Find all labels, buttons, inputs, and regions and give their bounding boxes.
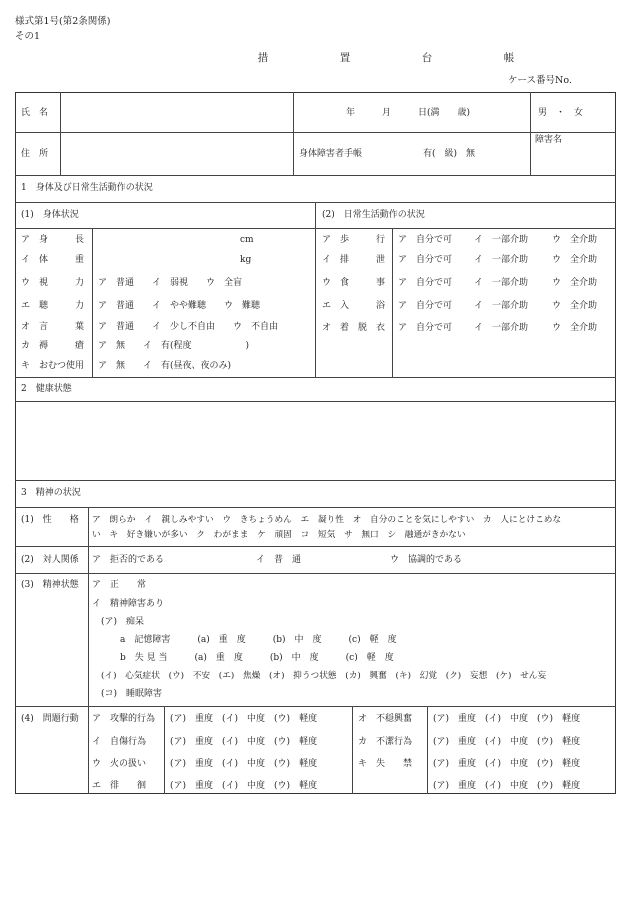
physical-label-speech: オ 言 葉 bbox=[21, 322, 85, 332]
physical-value-hearing: ア 普通 イ やや難聴 ウ 難聴 bbox=[98, 301, 261, 311]
name-label: 氏 名 bbox=[21, 108, 49, 118]
daily-opt-bathing-1: ア 自分で可 bbox=[398, 301, 453, 311]
personality-options-line1: ア 朗らか イ 親しみやすい ウ きちょうめん エ 凝り性 オ 自分のことを気にしやすい カ 人にとけこめな bbox=[92, 515, 562, 525]
address-label: 住 所 bbox=[21, 149, 49, 159]
mental-state-label: (3) 精神状態 bbox=[21, 580, 79, 590]
severity-aggressive: (ア) 重度 (イ) 中度 (ウ) 軽度 bbox=[170, 714, 318, 724]
title-char-1: 措 bbox=[257, 52, 269, 64]
physical-value-vision: ア 普通 イ 弱視 ウ 全盲 bbox=[98, 278, 243, 288]
daily-opt-excretion-2: イ 一部介助 bbox=[474, 255, 529, 265]
problem-left-aggressive: ア 攻撃的行為 bbox=[92, 714, 156, 724]
section2-title: 2 健康状態 bbox=[21, 384, 72, 394]
mental-line-memory: a 記憶障害 (a) 重 度 (b) 中 度 (c) 軽 度 bbox=[120, 635, 397, 645]
relationship-label: (2) 対人関係 bbox=[21, 555, 79, 565]
physical-label-vision: ウ 視 力 bbox=[21, 278, 85, 288]
title-char-2: 置 bbox=[339, 52, 351, 64]
mental-line-normal: ア 正 常 bbox=[92, 580, 147, 590]
physical-label-hearing: エ 聴 力 bbox=[21, 301, 85, 311]
problem-left-wandering: エ 徘 徊 bbox=[92, 781, 147, 791]
mental-line-dementia: (ア) 痴呆 bbox=[101, 617, 145, 627]
daily-label-walking: ア 歩 行 bbox=[322, 235, 386, 245]
personality-options-line2: い キ 好き嫌いが多い ク わがまま ケ 頑固 コ 短気 サ 無口 シ 融通がきかない bbox=[92, 530, 466, 540]
relationship-option-2: イ 普 通 bbox=[256, 555, 302, 565]
severity-wandering: (ア) 重度 (イ) 中度 (ウ) 軽度 bbox=[170, 781, 318, 791]
section3-title: 3 精神の状況 bbox=[21, 488, 81, 498]
section1-title: 1 身体及び日常生活動作の状況 bbox=[21, 183, 153, 193]
daily-opt-excretion-1: ア 自分で可 bbox=[398, 255, 453, 265]
disability-name-label: 障害名 bbox=[535, 135, 563, 145]
personality-label: (1) 性 格 bbox=[21, 515, 79, 525]
case-number-label: ケース番号No. bbox=[508, 75, 572, 86]
daily-opt-meal-3: ウ 全介助 bbox=[552, 278, 598, 288]
physical-label-height: ア 身 長 bbox=[21, 235, 85, 245]
gender-field: 男 ・ 女 bbox=[538, 108, 584, 118]
physical-label-weight: イ 体 重 bbox=[21, 255, 85, 265]
handbook-label: 身体障害者手帳 bbox=[299, 149, 363, 159]
daily-opt-bathing-2: イ 一部介助 bbox=[474, 301, 529, 311]
physical-value-diaper: ア 無 イ 有(昼夜、夜のみ) bbox=[98, 361, 232, 371]
daily-label-excretion: イ 排 泄 bbox=[322, 255, 386, 265]
physical-status-title: (1) 身体状況 bbox=[21, 210, 79, 220]
daily-opt-meal-1: ア 自分で可 bbox=[398, 278, 453, 288]
mental-line-disorder: イ 精神障害あり bbox=[92, 599, 165, 609]
daily-opt-dressing-1: ア 自分で可 bbox=[398, 323, 453, 333]
severity-unclean: (ア) 重度 (イ) 中度 (ウ) 軽度 bbox=[433, 737, 581, 747]
mental-line-symptoms: (イ) 心気症状 (ウ) 不安 (エ) 焦燥 (オ) 抑うつ状態 (カ) 興奮 (キ) 幻覚 (ク) 妄想 (ケ) せん妄 bbox=[101, 671, 547, 681]
physical-label-bedsore: カ 褥 瘡 bbox=[21, 341, 85, 351]
daily-opt-bathing-3: ウ 全介助 bbox=[552, 301, 598, 311]
daily-opt-dressing-3: ウ 全介助 bbox=[552, 323, 598, 333]
daily-label-meal: ウ 食 事 bbox=[322, 278, 386, 288]
problem-behavior-label: (4) 問題行動 bbox=[21, 714, 79, 724]
handbook-value: 有( 級) 無 bbox=[423, 149, 476, 159]
form-part: その1 bbox=[15, 31, 41, 42]
severity-incontinence: (ア) 重度 (イ) 中度 (ウ) 軽度 bbox=[433, 759, 581, 769]
daily-opt-meal-2: イ 一部介助 bbox=[474, 278, 529, 288]
daily-living-title: (2) 日常生活動作の状況 bbox=[322, 210, 425, 220]
severity-fire: (ア) 重度 (イ) 中度 (ウ) 軽度 bbox=[170, 759, 318, 769]
daily-opt-walking-2: イ 一部介助 bbox=[474, 235, 529, 245]
daily-label-bathing: エ 入 浴 bbox=[322, 301, 386, 311]
severity-extra: (ア) 重度 (イ) 中度 (ウ) 軽度 bbox=[433, 781, 581, 791]
title-char-3: 台 bbox=[421, 52, 433, 64]
physical-value-bedsore: ア 無 イ 有(程度 ) bbox=[98, 341, 250, 351]
problem-left-fire: ウ 火の扱い bbox=[92, 759, 147, 769]
form-number: 様式第1号(第2条関係) bbox=[15, 16, 111, 27]
daily-opt-walking-3: ウ 全介助 bbox=[552, 235, 598, 245]
problem-right-incontinence: キ 失 禁 bbox=[358, 759, 413, 769]
birth-date-field: 年 月 日(満 歳) bbox=[346, 108, 471, 118]
daily-opt-excretion-3: ウ 全介助 bbox=[552, 255, 598, 265]
severity-selfharm: (ア) 重度 (イ) 中度 (ウ) 軽度 bbox=[170, 737, 318, 747]
physical-value-speech: ア 普通 イ 少し不自由 ウ 不自由 bbox=[98, 322, 279, 332]
daily-opt-dressing-2: イ 一部介助 bbox=[474, 323, 529, 333]
physical-value-height: cm bbox=[240, 235, 254, 245]
physical-label-diaper: キ おむつ使用 bbox=[21, 361, 85, 371]
title-char-4: 帳 bbox=[503, 52, 515, 64]
physical-value-weight: kg bbox=[240, 255, 252, 265]
problem-right-unclean: カ 不潔行為 bbox=[358, 737, 413, 747]
mental-line-sleep: (コ) 睡眠障害 bbox=[101, 689, 163, 699]
relationship-option-3: ウ 協調的である bbox=[390, 555, 463, 565]
daily-label-dressing: オ 着 脱 衣 bbox=[322, 323, 386, 333]
page-title bbox=[222, 53, 550, 64]
problem-left-selfharm: イ 自傷行為 bbox=[92, 737, 147, 747]
mental-line-disorientation: b 失 見 当 (a) 重 度 (b) 中 度 (c) 軽 度 bbox=[120, 653, 394, 663]
problem-right-agitation: オ 不穏興奮 bbox=[358, 714, 413, 724]
relationship-option-1: ア 拒否的である bbox=[92, 555, 165, 565]
severity-agitation: (ア) 重度 (イ) 中度 (ウ) 軽度 bbox=[433, 714, 581, 724]
daily-opt-walking-1: ア 自分で可 bbox=[398, 235, 453, 245]
